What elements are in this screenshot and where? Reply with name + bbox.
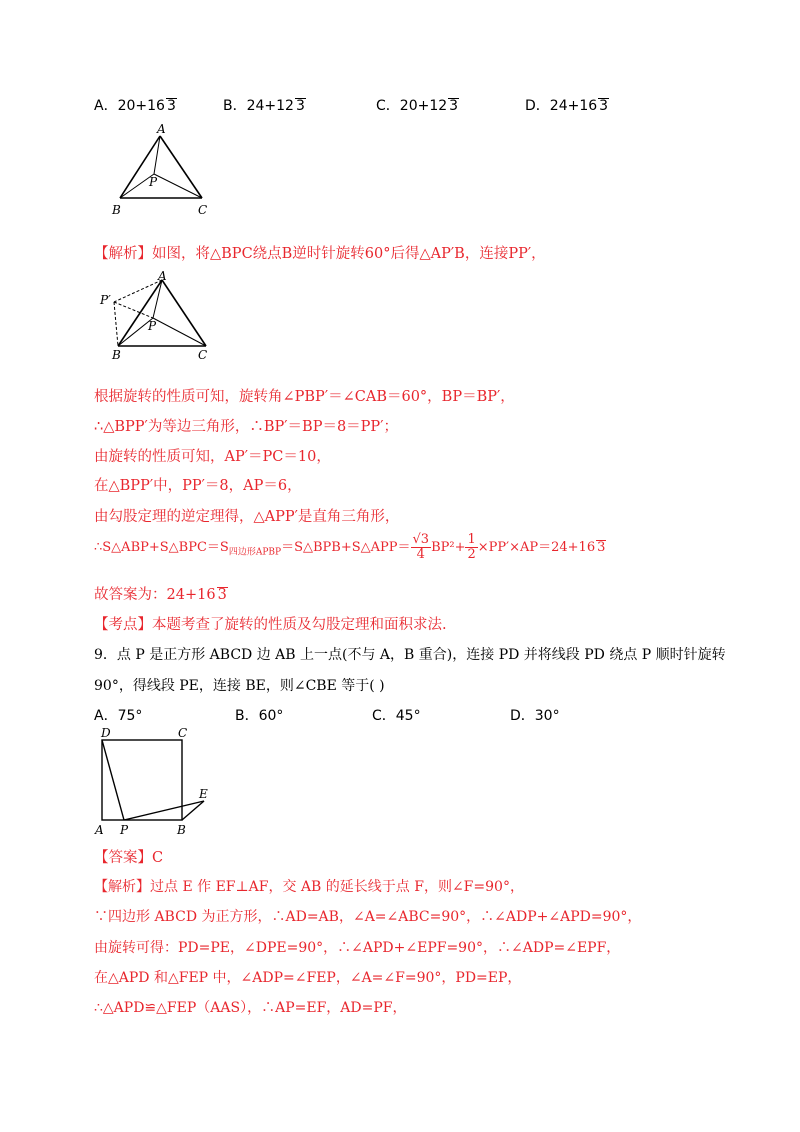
label-b: B [112,203,121,217]
label-d: D [101,726,111,740]
q8-rotation-figure [96,270,220,362]
q8-analysis-line [94,242,546,263]
q8-option-d[interactable]: D．24+16 3 [525,98,609,114]
q9-option-a[interactable]: A．75° [94,708,143,724]
q8-solution-line-4: 在△BPP′中，PP′＝8，AP＝6， [94,478,302,494]
label-c: C [198,203,208,217]
q9-answer: 【答案】C [94,850,164,866]
q9-stem-line-1: 9．点 P 是正方形 ABCD 边 AB 上一点(不与 A，B 重合)，连接 PD 并将线段 PD 绕点 P 顺时针旋转 [94,647,726,663]
q8-solution-line-5: 由勾股定理的逆定理得，△APP′是直角三角形， [94,509,400,525]
q9-option-d[interactable]: D．30° [510,708,560,724]
q8-answer: 故答案为：24+16 3 [94,587,227,603]
label-p: P [149,175,158,189]
label-b: B [112,348,121,362]
q8-kaodian: 【考点】本题考查了旋转的性质及勾股定理和面积求法. [94,617,447,633]
q9-analysis-line-4: 在△APD 和△FEP 中，∠ADP=∠FEP，∠A=∠F=90°，PD=EP， [94,970,522,986]
label-a: A [158,270,167,283]
q9-square-figure [92,726,218,838]
label-c: C [178,726,188,740]
q9-stem-line-2: 90°，得线段 PE，连接 BE，则∠CBE 等于( ) [94,678,385,694]
q9-analysis-line-2: ∵四边形 ABCD 为正方形，∴AD=AB，∠A=∠ABC=90°，∴∠ADP+∠APD=90°， [94,909,642,925]
q9-analysis-line-1: 【解析】过点 E 作 EF⊥AF，交 AB 的延长线于点 F，则∠F=90°， [94,879,524,895]
label-a: A [157,122,166,136]
label-p-prime: P′ [100,293,111,307]
q8-solution-line-3: 由旋转的性质可知，AP′＝PC＝10， [94,449,331,465]
q8-option-b[interactable]: B．24+12 3 [223,98,305,114]
q8-triangle-figure [108,122,218,218]
q8-options [94,95,714,115]
q8-solution-line-2: ∴△BPP′为等边三角形，∴BP′＝BP＝8＝PP′； [94,419,398,435]
q9-analysis-line-3: 由旋转可得：PD=PE，∠DPE=90°，∴∠APD+∠EPF=90°，∴∠ADP=∠EPF， [94,940,621,956]
q9-options [94,705,574,725]
analysis-text: 如图，将△BPC绕点B逆时针旋转60°后得△AP′B，连接PP′， [152,246,546,262]
label-c: C [198,348,208,362]
label-p: P [120,823,129,837]
label-e: E [199,787,208,801]
label-p: P [148,319,157,333]
analysis-tag: 【解析】 [94,246,152,262]
q8-area-formula: $\therefore S\triangle ABP+S\triangle BPC=S_{四边形APBP}=S\triangle BPB+S\triangle APP=$ $\frac{√3}{4}$ BP²+ $\frac{1}{2}$ ×PP′×AP＝24+16 3 [94,532,606,562]
q8-option-a[interactable]: A．20+16 3 [94,98,176,114]
q9-analysis-line-5: ∴△APD≌△FEP（AAS），∴AP=EF，AD=PF， [94,1000,407,1016]
q8-option-c[interactable]: C．20+12 3 [376,98,459,114]
q9-option-b[interactable]: B．60° [235,708,284,724]
q8-solution-line-1: 根据旋转的性质可知，旋转角∠PBP′＝∠CAB＝60°，BP＝BP′， [94,389,515,405]
label-b: B [177,823,186,837]
label-a: A [95,823,104,837]
q9-option-c[interactable]: C．45° [372,708,421,724]
